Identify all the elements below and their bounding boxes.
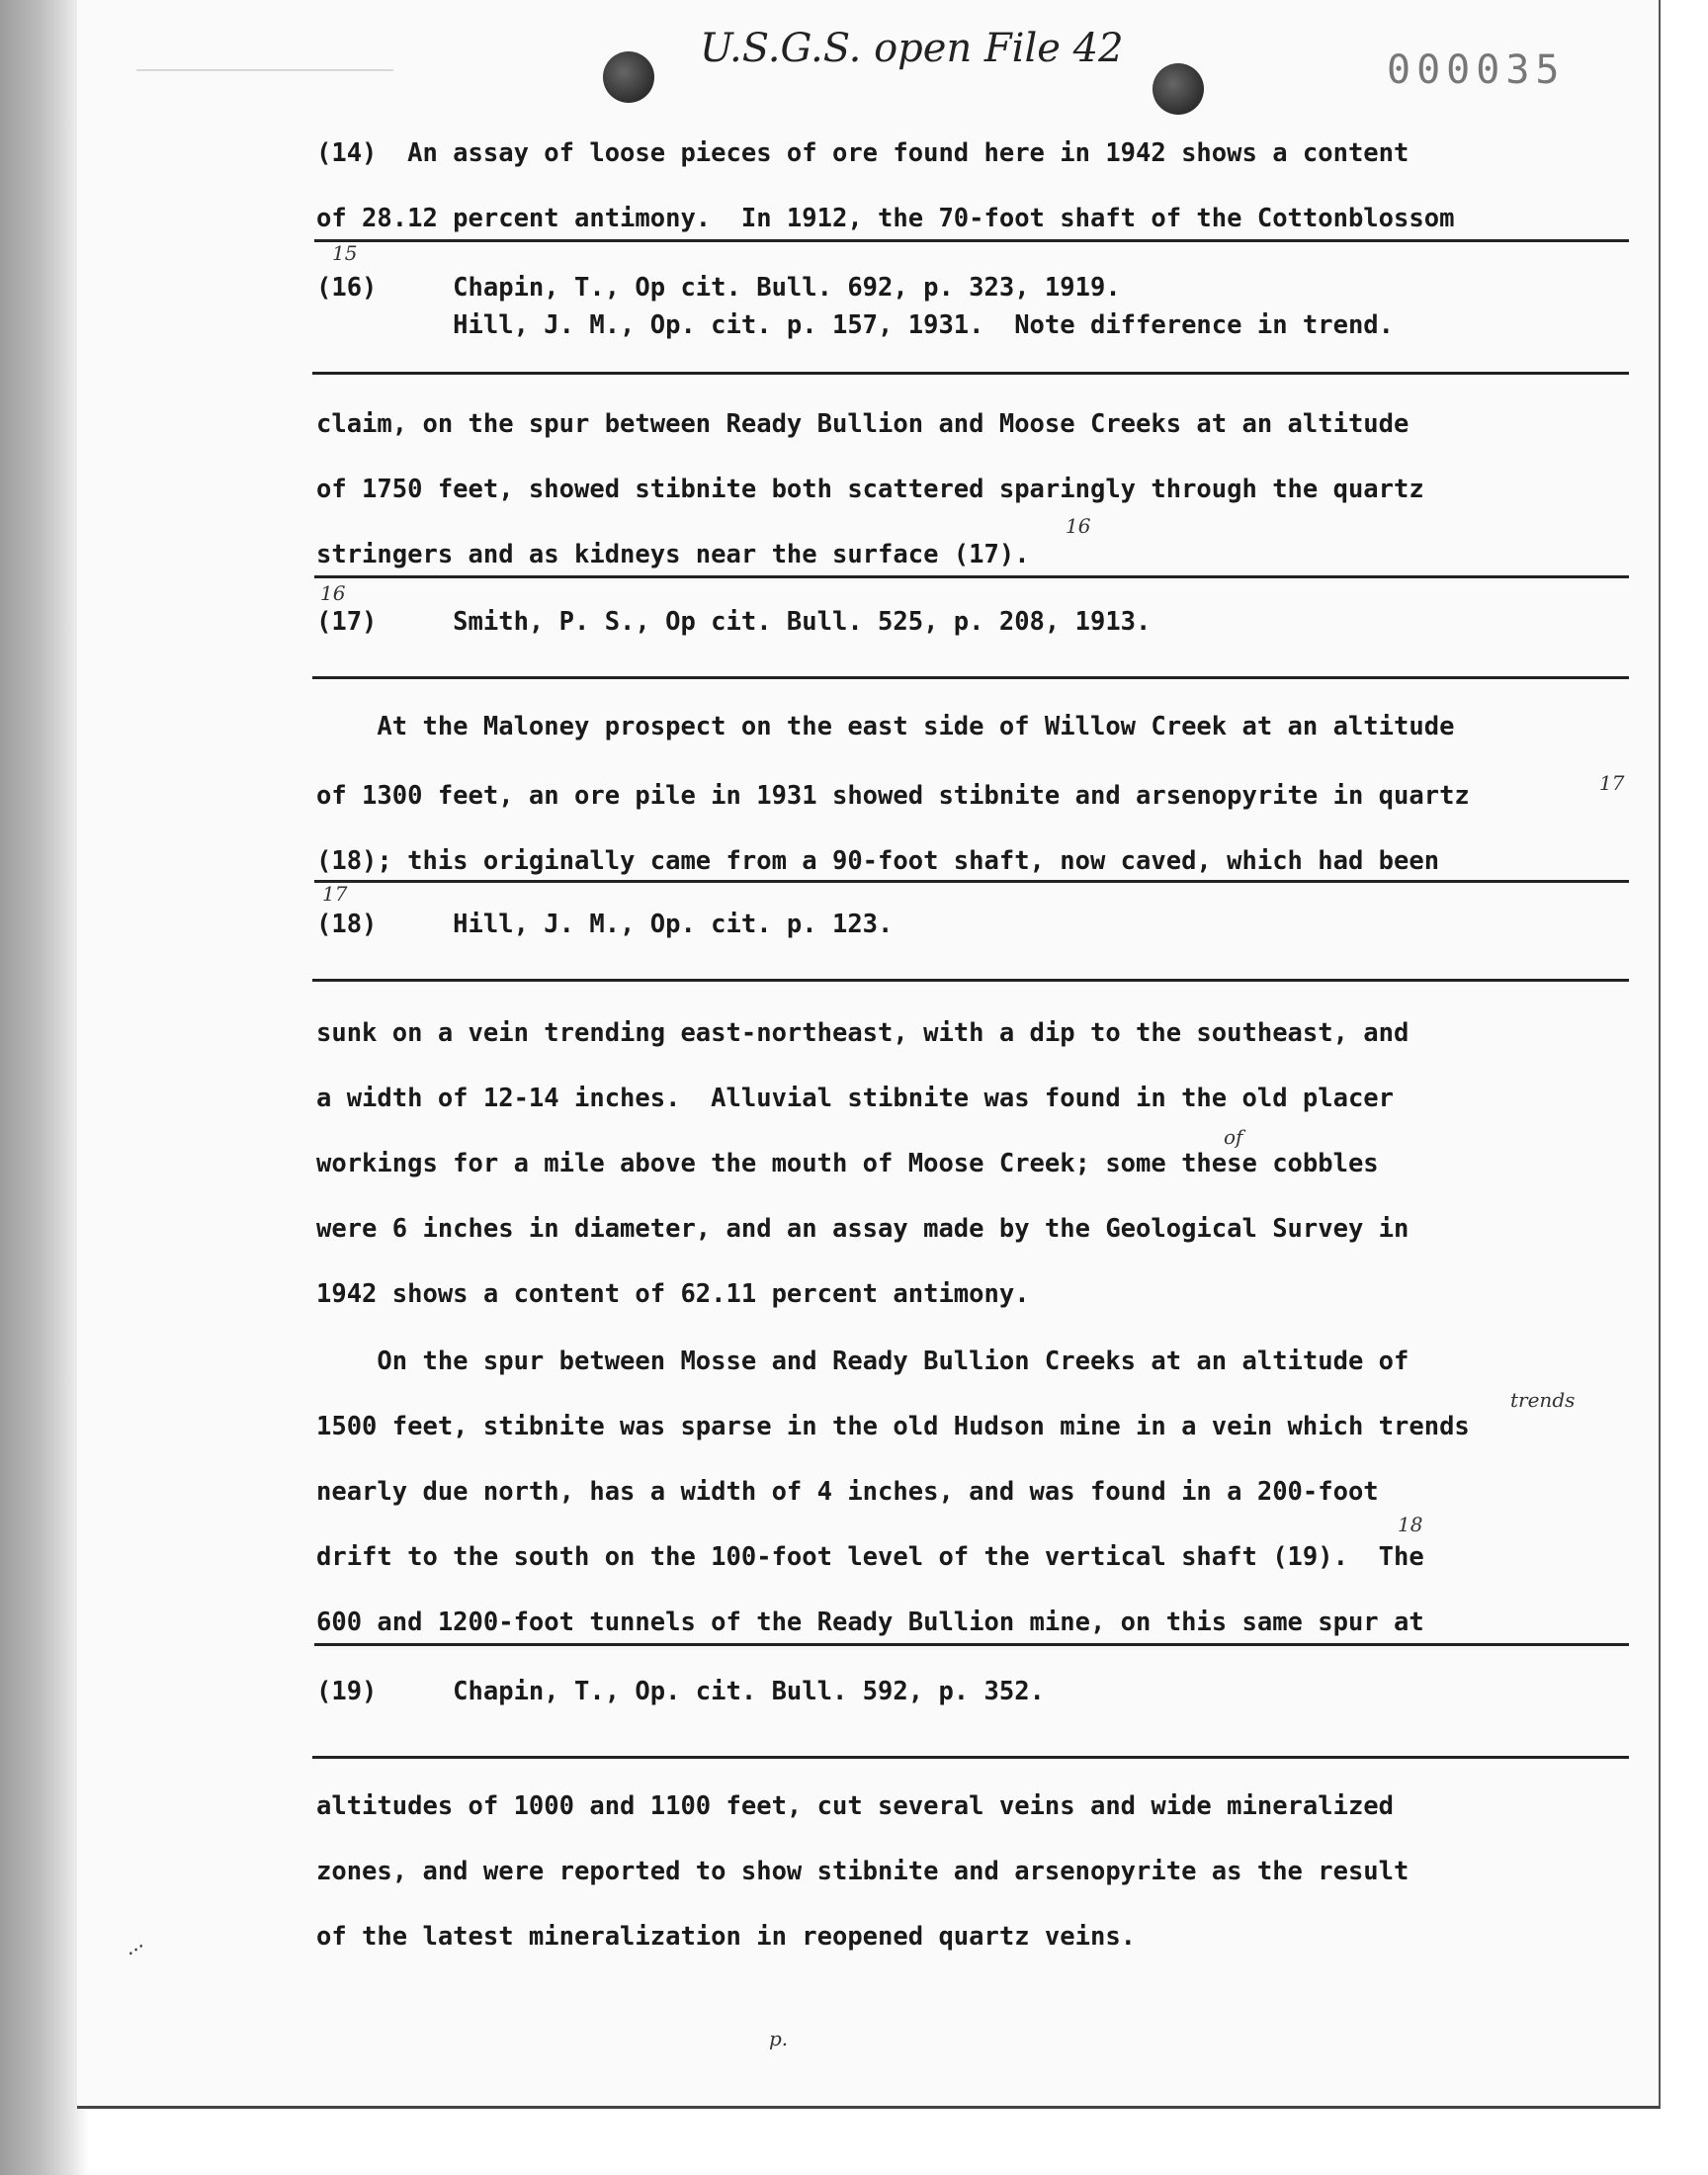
text-line: 1500 feet, stibnite was sparse in the old Hudson mine in a vein which trends bbox=[316, 1412, 1470, 1441]
footnote-text: (19) Chapin, T., Op. cit. Bull. 592, p. 352. bbox=[316, 1677, 1045, 1706]
footnote-text: (16) Chapin, T., Op cit. Bull. 692, p. 323, 1919. bbox=[316, 273, 1121, 303]
footnote-text: Hill, J. M., Op. cit. p. 157, 1931. Note difference in trend. bbox=[316, 310, 1395, 340]
footnote-divider bbox=[314, 880, 1629, 883]
handwritten-footnote-number: 16 bbox=[320, 581, 346, 605]
text-line: zones, and were reported to show stibnite and arsenopyrite as the result bbox=[316, 1857, 1409, 1886]
handwritten-page-mark: p. bbox=[769, 2027, 789, 2050]
text-line: altitudes of 1000 and 1100 feet, cut several veins and wide mineralized bbox=[316, 1791, 1395, 1821]
handwritten-insert: of bbox=[1224, 1125, 1243, 1149]
text-line: (14) An assay of loose pieces of ore found here in 1942 shows a content bbox=[316, 138, 1409, 168]
scan-edge-shadow bbox=[0, 0, 89, 2175]
text-line: sunk on a vein trending east-northeast, with a dip to the southeast, and bbox=[316, 1018, 1409, 1048]
handwritten-footnote-number: 15 bbox=[332, 241, 358, 265]
text-line: stringers and as kidneys near the surface (17). bbox=[316, 540, 1030, 569]
footnote-divider bbox=[314, 1643, 1629, 1646]
text-line: of 28.12 percent antimony. In 1912, the 70-foot shaft of the Cottonblossom bbox=[316, 204, 1455, 233]
footnote-divider bbox=[312, 1756, 1629, 1759]
footnote-divider bbox=[312, 979, 1629, 982]
punch-hole-left-icon bbox=[603, 51, 654, 103]
text-line: were 6 inches in diameter, and an assay made by the Geological Survey in bbox=[316, 1214, 1409, 1244]
margin-scrawl: ··· bbox=[121, 1934, 151, 1965]
text-line: (18); this originally came from a 90-foot shaft, now caved, which had been bbox=[316, 846, 1440, 876]
text-line: of 1300 feet, an ore pile in 1931 showed stibnite and arsenopyrite in quartz bbox=[316, 781, 1470, 811]
text-line: On the spur between Mosse and Ready Bullion Creeks at an altitude of bbox=[316, 1347, 1409, 1376]
text-line: of the latest mineralization in reopened quartz veins. bbox=[316, 1922, 1137, 1952]
handwritten-footnote-number: 18 bbox=[1398, 1513, 1423, 1536]
text-line: of 1750 feet, showed stibnite both scattered sparingly through the quartz bbox=[316, 475, 1424, 504]
handwritten-margin-note: trends bbox=[1510, 1388, 1576, 1412]
text-line: workings for a mile above the mouth of Moose Creek; some these cobbles bbox=[316, 1149, 1379, 1178]
footnote-text: (18) Hill, J. M., Op. cit. p. 123. bbox=[316, 910, 894, 939]
text-line: At the Maloney prospect on the east side of Willow Creek at an altitude bbox=[316, 712, 1455, 741]
document-page bbox=[77, 0, 1661, 2109]
text-line: nearly due north, has a width of 4 inches, and was found in a 200-foot bbox=[316, 1477, 1379, 1507]
footnote-divider bbox=[312, 676, 1629, 679]
text-line: 1942 shows a content of 62.11 percent antimony. bbox=[316, 1279, 1030, 1309]
handwritten-footnote-number: 16 bbox=[1066, 514, 1091, 538]
bleed-through-mark bbox=[136, 69, 393, 71]
punch-hole-right-icon bbox=[1153, 63, 1204, 115]
footnote-divider bbox=[314, 239, 1629, 242]
document-stamp-number: 000035 bbox=[1387, 47, 1566, 93]
text-line: a width of 12-14 inches. Alluvial stibnite was found in the old placer bbox=[316, 1084, 1395, 1113]
handwritten-title: U.S.G.S. open File 42 bbox=[700, 26, 1124, 71]
handwritten-footnote-number: 17 bbox=[322, 882, 348, 906]
footnote-text: (17) Smith, P. S., Op cit. Bull. 525, p. 208, 1913. bbox=[316, 607, 1152, 637]
handwritten-footnote-number: 17 bbox=[1599, 771, 1625, 795]
text-line: 600 and 1200-foot tunnels of the Ready Bullion mine, on this same spur at bbox=[316, 1608, 1424, 1637]
text-line: claim, on the spur between Ready Bullion and Moose Creeks at an altitude bbox=[316, 409, 1409, 439]
footnote-divider bbox=[312, 372, 1629, 375]
text-line: drift to the south on the 100-foot level of the vertical shaft (19). The bbox=[316, 1542, 1424, 1572]
footnote-divider bbox=[314, 575, 1629, 578]
